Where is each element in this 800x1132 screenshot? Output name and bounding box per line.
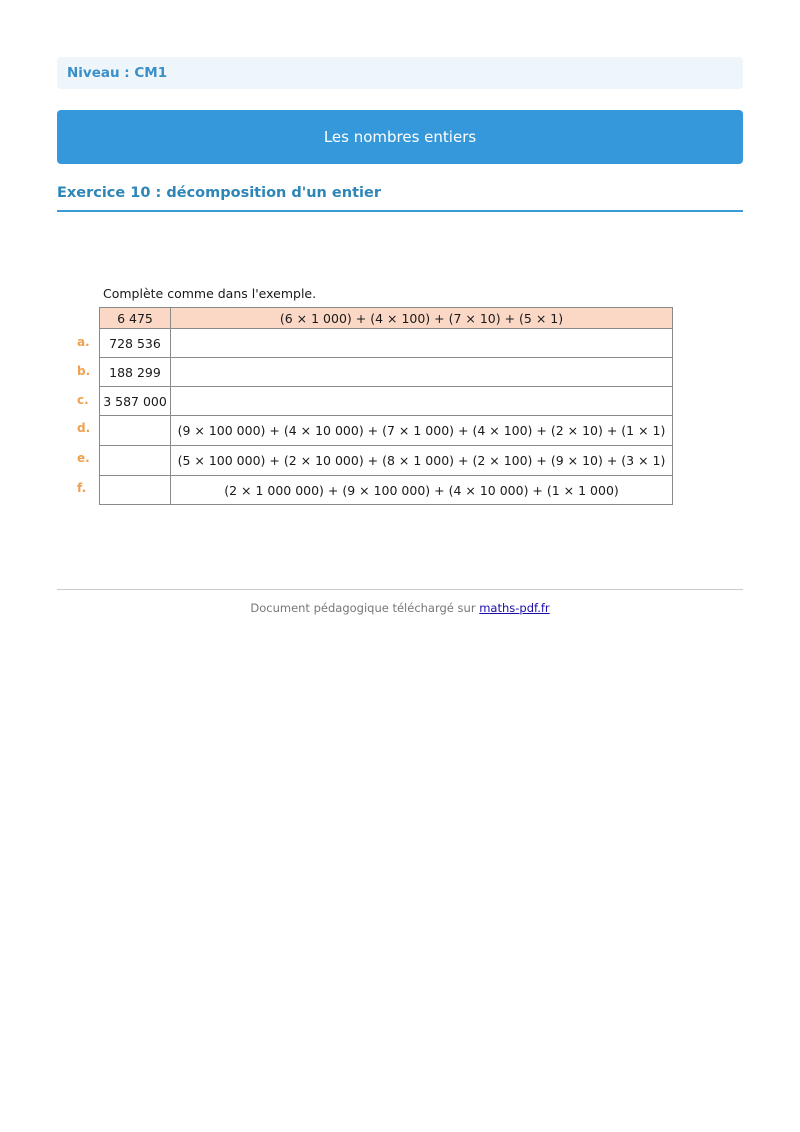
footer-link[interactable]: maths-pdf.fr bbox=[479, 601, 550, 615]
row-number: 728 536 bbox=[100, 329, 171, 358]
exercise-instruction: Complète comme dans l'exemple. bbox=[103, 286, 317, 301]
table-row bbox=[100, 358, 673, 387]
answer-cell[interactable] bbox=[100, 416, 171, 446]
example-decomposition: (6 × 1 000) + (4 × 100) + (7 × 10) + (5 × 1) bbox=[171, 308, 673, 329]
row-number: 188 299 bbox=[100, 358, 171, 387]
table-row bbox=[100, 329, 673, 358]
answer-cell[interactable] bbox=[171, 387, 673, 416]
answer-cell[interactable] bbox=[100, 446, 171, 476]
table-row bbox=[100, 476, 673, 505]
footer-text: Document pédagogique téléchargé sur bbox=[250, 601, 480, 615]
row-letter-a: a. bbox=[77, 335, 90, 349]
row-letter-b: b. bbox=[77, 364, 91, 378]
row-letter-d: d. bbox=[77, 421, 91, 435]
example-row bbox=[100, 308, 673, 329]
row-letter-e: e. bbox=[77, 451, 90, 465]
answer-cell[interactable] bbox=[171, 329, 673, 358]
level-label: Niveau : CM1 bbox=[57, 57, 743, 89]
row-decomposition: (9 × 100 000) + (4 × 10 000) + (7 × 1 000) + (4 × 100) + (2 × 10) + (1 × 1) bbox=[171, 416, 673, 446]
answer-cell[interactable] bbox=[100, 476, 171, 505]
page-title-banner: Les nombres entiers bbox=[57, 110, 743, 164]
row-decomposition: (2 × 1 000 000) + (9 × 100 000) + (4 × 10 000) + (1 × 1 000) bbox=[171, 476, 673, 505]
row-letter-f: f. bbox=[77, 481, 87, 495]
table-row bbox=[100, 387, 673, 416]
table-row bbox=[100, 416, 673, 446]
footer bbox=[57, 601, 743, 615]
row-decomposition: (5 × 100 000) + (2 × 10 000) + (8 × 1 000) + (2 × 100) + (9 × 10) + (3 × 1) bbox=[171, 446, 673, 476]
table-row bbox=[100, 446, 673, 476]
exercise-title: Exercice 10 : décomposition d'un entier bbox=[57, 185, 743, 212]
footer-divider bbox=[57, 589, 743, 590]
decomposition-table bbox=[99, 307, 673, 505]
row-letter-c: c. bbox=[77, 393, 89, 407]
row-number: 3 587 000 bbox=[100, 387, 171, 416]
example-number: 6 475 bbox=[100, 308, 171, 329]
answer-cell[interactable] bbox=[171, 358, 673, 387]
